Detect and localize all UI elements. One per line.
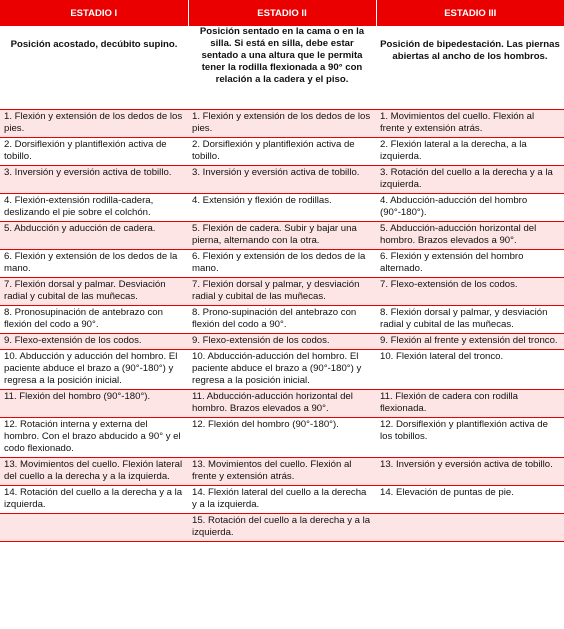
table-row	[0, 334, 564, 350]
cell-stage-3: 5. Abducción-aducción horizontal del hombro. Brazos elevados a 90°.	[376, 222, 564, 250]
cell-stage-1: 3. Inversión y eversión activa de tobillo.	[0, 166, 188, 194]
table-row	[0, 418, 564, 458]
cell-stage-1: 1. Flexión y extensión de los dedos de los pies.	[0, 110, 188, 138]
cell-stage-1: 8. Pronosupinación de antebrazo con flexión del codo a 90°.	[0, 306, 188, 334]
table-row	[0, 194, 564, 222]
cell-stage-2: 2. Dorsiflexión y plantiflexión activa de tobillo.	[188, 138, 376, 166]
cell-stage-1: 4. Flexión-extensión rodilla-cadera, deslizando el pie sobre el colchón.	[0, 194, 188, 222]
header-stage-2: ESTADIO II	[188, 0, 376, 26]
position-stage-1: Posición acostado, decúbito supino.	[0, 26, 188, 110]
cell-stage-1: 14. Rotación del cuello a la derecha y a la izquierda.	[0, 486, 188, 514]
cell-stage-2: 11. Abducción-aducción horizontal del hombro. Brazos elevados a 90°.	[188, 390, 376, 418]
cell-stage-3: 12. Dorsiflexión y plantiflexión activa de los tobillos.	[376, 418, 564, 458]
cell-stage-3: 11. Flexión de cadera con rodilla flexionada.	[376, 390, 564, 418]
cell-stage-2: 14. Flexión lateral del cuello a la derecha y a la izquierda.	[188, 486, 376, 514]
cell-stage-2: 13. Movimientos del cuello. Flexión al frente y extensión atrás.	[188, 458, 376, 486]
cell-stage-1: 9. Flexo-extensión de los codos.	[0, 334, 188, 350]
position-row	[0, 26, 564, 110]
table-row	[0, 486, 564, 514]
cell-stage-2: 15. Rotación del cuello a la derecha y a la izquierda.	[188, 514, 376, 542]
header-stage-1: ESTADIO I	[0, 0, 188, 26]
cell-stage-2: 12. Flexión del hombro (90°-180°).	[188, 418, 376, 458]
table-row	[0, 306, 564, 334]
table-row	[0, 166, 564, 194]
cell-stage-2: 7. Flexión dorsal y palmar, y desviación radial y cubital de las muñecas.	[188, 278, 376, 306]
table-row	[0, 350, 564, 390]
cell-stage-1: 13. Movimientos del cuello. Flexión lateral del cuello a la derecha y a la izquierda.	[0, 458, 188, 486]
position-stage-3: Posición de bipedestación. Las piernas abiertas al ancho de los hombros.	[376, 26, 564, 110]
cell-stage-2: 8. Prono-supinación del antebrazo con flexión del codo a 90°.	[188, 306, 376, 334]
cell-stage-1: 5. Abducción y aducción de cadera.	[0, 222, 188, 250]
cell-stage-2: 10. Abducción-aducción del hombro. El paciente abduce el brazo a (90°-180°) y regresa a la posición inicial.	[188, 350, 376, 390]
cell-stage-1: 6. Flexión y extensión de los dedos de la mano.	[0, 250, 188, 278]
table-row	[0, 278, 564, 306]
cell-stage-2: 6. Flexión y extensión de los dedos de la mano.	[188, 250, 376, 278]
cell-stage-3: 6. Flexión y extensión del hombro alternado.	[376, 250, 564, 278]
cell-stage-2: 3. Inversión y eversión activa de tobillo.	[188, 166, 376, 194]
table-row	[0, 458, 564, 486]
table-row	[0, 514, 564, 542]
cell-stage-1: 11. Flexión del hombro (90°-180°).	[0, 390, 188, 418]
position-stage-2: Posición sentado en la cama o en la silla. Si está en silla, debe estar sentado a una altura que le permita tener la rodilla flexionada a 90° con relación a la cadera y el piso.	[188, 26, 376, 110]
cell-stage-2: 9. Flexo-extensión de los codos.	[188, 334, 376, 350]
cell-stage-1: 10. Abducción y aducción del hombro. El paciente abduce el brazo a (90°-180°) y regresa a la posición inicial.	[0, 350, 188, 390]
cell-stage-3: 2. Flexión lateral a la derecha, a la izquierda.	[376, 138, 564, 166]
cell-stage-2: 5. Flexión de cadera. Subir y bajar una pierna, alternando con la otra.	[188, 222, 376, 250]
header-stage-3: ESTADIO III	[376, 0, 564, 26]
cell-stage-3: 3. Rotación del cuello a la derecha y a la izquierda.	[376, 166, 564, 194]
cell-stage-3: 7. Flexo-extensión de los codos.	[376, 278, 564, 306]
cell-stage-3: 1. Movimientos del cuello. Flexión al frente y extensión atrás.	[376, 110, 564, 138]
cell-stage-3: 4. Abducción-aducción del hombro (90°-180°).	[376, 194, 564, 222]
cell-stage-3: 14. Elevación de puntas de pie.	[376, 486, 564, 514]
cell-stage-3: 10. Flexión lateral del tronco.	[376, 350, 564, 390]
cell-stage-1: 2. Dorsiflexión y plantiflexión activa de tobillo.	[0, 138, 188, 166]
cell-stage-2: 4. Extensión y flexión de rodillas.	[188, 194, 376, 222]
cell-stage-3: 8. Flexión dorsal y palmar, y desviación radial y cubital de las muñecas.	[376, 306, 564, 334]
table-header	[0, 0, 564, 26]
table-row	[0, 390, 564, 418]
header-row	[0, 0, 564, 26]
cell-stage-1	[0, 514, 188, 542]
cell-stage-3: 9. Flexión al frente y extensión del tronco.	[376, 334, 564, 350]
cell-stage-1: 7. Flexión dorsal y palmar. Desviación radial y cubital de las muñecas.	[0, 278, 188, 306]
cell-stage-2: 1. Flexión y extensión de los dedos de los pies.	[188, 110, 376, 138]
table-body	[0, 26, 564, 542]
table-row	[0, 110, 564, 138]
table-row	[0, 222, 564, 250]
cell-stage-3	[376, 514, 564, 542]
cell-stage-1: 12. Rotación interna y externa del hombro. Con el brazo abducido a 90° y el codo flexionado.	[0, 418, 188, 458]
cell-stage-3: 13. Inversión y eversión activa de tobillo.	[376, 458, 564, 486]
table-row	[0, 250, 564, 278]
table-row	[0, 138, 564, 166]
